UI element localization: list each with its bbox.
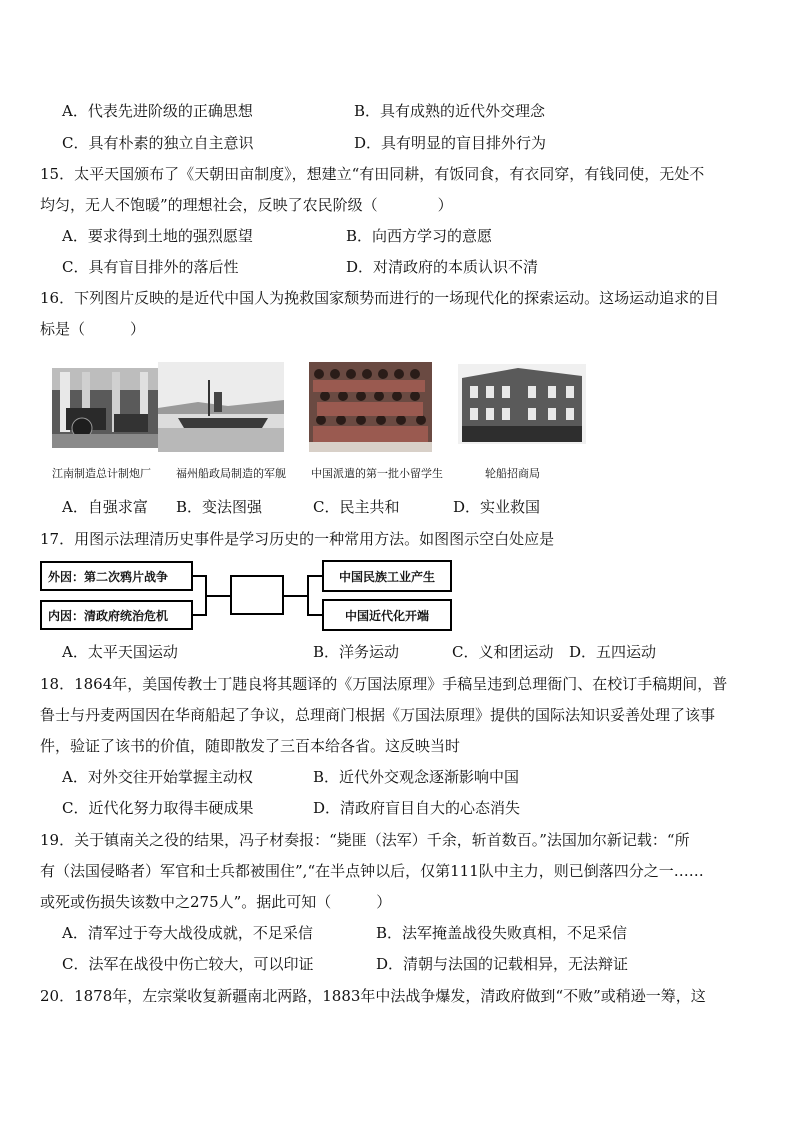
q19-option-d[interactable]: D．清朝与法国的记载相异，无法辩证 (376, 955, 629, 973)
cause-external-box: 外因：第二次鸦片战争 (40, 561, 193, 591)
q18-option-a[interactable]: A．对外交往开始掌握主动权 (62, 768, 253, 786)
q16-stem-line2: 标是（ ） (40, 320, 146, 338)
warship-photo (158, 362, 284, 452)
q19-stem-line2: 有（法国侵略者）军官和士兵都被围住”,“在半点钟以后，仅第111队中主力，则已倒落四分之一…… (40, 862, 704, 880)
q15-option-c[interactable]: C．具有盲目排外的落后性 (62, 258, 239, 276)
q19-stem-line3: 或死或伤损失该数中之275人”。据此可知（ ） (40, 893, 392, 911)
q14-option-a[interactable]: A．代表先进阶级的正确思想 (62, 102, 253, 120)
result-industry-box: 中国民族工业产生 (322, 560, 452, 592)
q18-stem-line2: 鲁士与丹麦两国因在华商船起了争议，总理商门根据《万国法原理》提供的国际法知识妥善处理了该事 (40, 706, 716, 724)
q17-option-b[interactable]: B．洋务运动 (313, 643, 400, 661)
q16-stem-line1: 16．下列图片反映的是近代中国人为挽救国家颓势而进行的一场现代化的探索运动。这场运动追求的目 (40, 289, 720, 307)
q14-option-b[interactable]: B．具有成熟的近代外交理念 (354, 102, 546, 120)
cause-internal-box: 内因：清政府统治危机 (40, 600, 193, 630)
q19-option-a[interactable]: A．清军过于夸大战役成就，不足采信 (62, 924, 313, 942)
q20-stem-line1: 20．1878年，左宗棠收复新疆南北两路，1883年中法战争爆发，清政府做到“不败”或稍逊一筹，这 (40, 987, 706, 1005)
blank-answer-box[interactable] (230, 575, 284, 615)
students-photo (309, 362, 432, 452)
q17-stem-line1: 17．用图示法理清历史事件是学习历史的一种常用方法。如图图示空白处应是 (40, 530, 555, 548)
connector-line (307, 614, 322, 616)
photo-caption-1: 江南制造总计制炮厂 (52, 467, 151, 480)
q14-option-c[interactable]: C．具有朴素的独立自主意识 (62, 134, 254, 152)
q18-stem-line3: 件，验证了该书的价值，随即散发了三百本给各省。这反映当时 (40, 737, 461, 755)
q14-option-d[interactable]: D．具有明显的盲目排外行为 (354, 134, 547, 152)
q18-option-b[interactable]: B．近代外交观念逐渐影响中国 (313, 768, 520, 786)
q15-stem-line2: 均匀，无人不饱暖”的理想社会，反映了农民阶级（ ） (40, 196, 453, 214)
photo-caption-3: 中国派遣的第一批小留学生 (311, 467, 443, 480)
connector-line (205, 595, 230, 597)
q17-option-c[interactable]: C．义和团运动 (452, 643, 554, 661)
q18-stem-line1: 18．1864年，美国传教士丁韪良将其题译的《万国法原理》手稿呈违到总理衙门、在校订手稿期间，普 (40, 675, 728, 693)
connector-line (307, 575, 309, 616)
q15-option-b[interactable]: B．向西方学习的意愿 (346, 227, 493, 245)
photo-caption-4: 轮船招商局 (485, 467, 540, 480)
q17-option-a[interactable]: A．太平天国运动 (62, 643, 178, 661)
photo-caption-2: 福州船政局制造的军舰 (176, 467, 286, 480)
q18-option-c[interactable]: C．近代化努力取得丰硬成果 (62, 799, 254, 817)
q15-option-d[interactable]: D．对清政府的本质认识不清 (346, 258, 539, 276)
q16-option-b[interactable]: B．变法图强 (176, 498, 263, 516)
connector-line (284, 595, 307, 597)
connector-line (193, 614, 205, 616)
q16-option-d[interactable]: D．实业救国 (453, 498, 541, 516)
connector-line (307, 575, 322, 577)
q16-option-c[interactable]: C．民主共和 (313, 498, 400, 516)
q15-option-a[interactable]: A．要求得到土地的强烈愿望 (62, 227, 253, 245)
q19-option-c[interactable]: C．法军在战役中伤亡较大，可以印证 (62, 955, 314, 973)
q16-option-a[interactable]: A．自强求富 (62, 498, 148, 516)
q17-option-d[interactable]: D．五四运动 (569, 643, 657, 661)
q19-option-b[interactable]: B．法军掩盖战役失败真相，不足采信 (376, 924, 628, 942)
q15-stem-line1: 15．太平天国颁布了《天朝田亩制度》，想建立“有田同耕，有饭同食，有衣同穿，有钱同使，无处不 (40, 165, 705, 183)
connector-line (193, 575, 205, 577)
arsenal-factory-photo (52, 368, 158, 448)
result-modernization-box: 中国近代化开端 (322, 599, 452, 631)
q19-stem-line1: 19．关于镇南关之役的结果，冯子材奏报：“毙匪（法军）千余，斩首数百。”法国加尔新记载：“所 (40, 831, 690, 849)
merchants-bureau-photo (458, 364, 586, 444)
q18-option-d[interactable]: D．清政府盲目自大的心态消失 (313, 799, 521, 817)
